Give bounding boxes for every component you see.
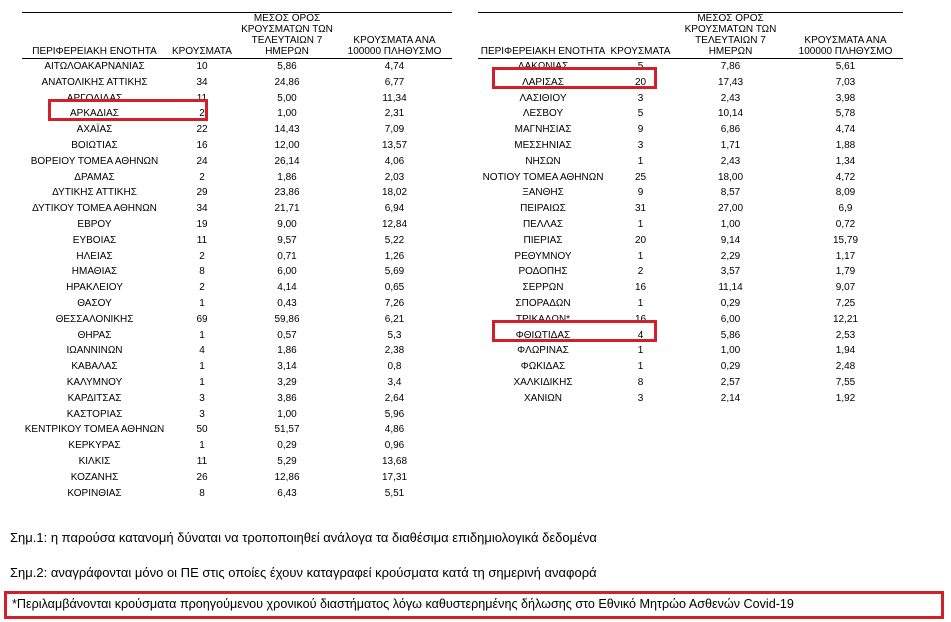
cell-cases: 1: [199, 297, 205, 309]
cell-region: ΑΧΑΪΑΣ: [76, 124, 113, 136]
cell-per-100k: 4,74: [835, 124, 856, 136]
cell-cases: 3: [637, 92, 644, 104]
cell-per-100k: 5,51: [384, 487, 405, 499]
cell-cases: 2: [199, 108, 205, 120]
cell-region: ΣΠΟΡΑΔΩΝ: [515, 297, 571, 309]
cell-cases: 1: [637, 297, 644, 309]
note-1: Σημ.1: η παρούσα κατανομή δύναται να τροποποιηθεί ανάλογα τα διαθέσιμα επιδημιολογικά δεδομένα: [10, 530, 597, 545]
cell-per-100k: 5,78: [835, 108, 856, 120]
cell-region: ΗΛΕΙΑΣ: [76, 250, 113, 262]
cell-region: ΤΡΙΚΑΛΩΝ*: [515, 313, 571, 325]
cell-7day-average: 6,00: [277, 266, 297, 278]
cell-7day-average: 12,00: [274, 139, 300, 151]
cell-region: ΠΙΕΡΙΑΣ: [523, 234, 563, 246]
cell-per-100k: 7,25: [835, 297, 856, 309]
cell-cases: 26: [196, 471, 208, 483]
cell-per-100k: 1,17: [835, 250, 856, 262]
cell-per-100k: 11,34: [382, 92, 407, 104]
cell-7day-average: 6,43: [277, 487, 297, 499]
cell-7day-average: 11,14: [718, 282, 743, 294]
cell-region: ΛΑΣΙΘΙΟΥ: [519, 92, 567, 104]
cell-region: ΕΥΒΟΙΑΣ: [72, 234, 117, 246]
cell-per-100k: 2,64: [384, 392, 405, 404]
cell-7day-average: 1,00: [277, 408, 297, 420]
cell-cases: 3: [637, 139, 644, 151]
cell-region: ΧΑΛΚΙΔΙΚΗΣ: [513, 376, 573, 388]
cell-7day-average: 1,86: [277, 345, 297, 357]
cell-7day-average: 7,86: [720, 61, 741, 72]
cell-region: ΠΕΙΡΑΙΩΣ: [520, 203, 566, 215]
cell-7day-average: 2,29: [720, 250, 741, 262]
cell-cases: 1: [637, 361, 644, 373]
table-row: [478, 249, 903, 265]
cell-7day-average: 1,00: [720, 345, 741, 357]
cell-region: ΚΑΛΥΜΝΟΥ: [66, 376, 123, 388]
cell-region: ΝΗΣΩΝ: [525, 155, 561, 167]
cell-cases: 3: [199, 392, 205, 404]
cell-per-100k: 1,34: [835, 155, 856, 167]
table-row: [22, 296, 452, 312]
cell-region: ΦΩΚΙΔΑΣ: [520, 361, 566, 373]
table-row: [22, 328, 452, 344]
cell-region: ΚΑΡΔΙΤΣΑΣ: [67, 392, 122, 404]
table-row: [478, 391, 903, 407]
cell-cases: 16: [634, 313, 647, 325]
table-row: [22, 75, 452, 91]
cell-7day-average: 12,86: [274, 471, 300, 483]
cell-per-100k: 5,69: [384, 266, 405, 278]
cell-7day-average: 3,57: [720, 266, 741, 278]
cell-region: ΔΥΤΙΚΟΥ ΤΟΜΕΑ ΑΘΗΝΩΝ: [32, 203, 157, 215]
cell-per-100k: 2,53: [835, 329, 856, 341]
table-row: [478, 106, 903, 122]
table-row: [478, 201, 903, 217]
cell-7day-average: 1,86: [277, 171, 297, 183]
table-row: [22, 312, 452, 328]
cell-7day-average: 24,86: [274, 76, 300, 88]
cell-per-100k: 7,09: [384, 124, 405, 136]
cell-7day-average: 5,29: [277, 455, 297, 467]
cell-cases: 20: [634, 76, 647, 88]
cell-7day-average: 18,00: [717, 171, 744, 183]
cell-per-100k: 2,03: [384, 171, 405, 183]
table-row: [478, 138, 903, 154]
cell-cases: 4: [637, 329, 644, 341]
cell-per-100k: 1,92: [835, 392, 856, 404]
cell-per-100k: 2,38: [384, 345, 405, 357]
cell-cases: 8: [637, 376, 644, 388]
cell-7day-average: 5,86: [720, 329, 741, 341]
cell-7day-average: 17,43: [717, 76, 744, 88]
highlight-box-trikalon: [492, 320, 657, 342]
footnote-late-reporting: *Περιλαμβάνονται κρούσματα προηγούμενου χρονικού διαστήματος λόγω καθυστερημένης δήλωσης στο Εθνικό Μητρώο Ασθενών Covid-19: [12, 597, 794, 611]
header-per-100k: ΚΡΟΥΣΜΑΤΑ ΑΝΑ 100000 ΠΛΗΘΥΣΜΟ: [337, 13, 452, 59]
table-row: [22, 154, 452, 170]
cell-per-100k: 1,26: [384, 250, 405, 262]
cell-cases: 11: [196, 455, 208, 467]
table-row: [478, 280, 903, 296]
cell-cases: 24: [196, 155, 208, 167]
table-row: [22, 217, 452, 233]
table-row: [478, 170, 903, 186]
cell-region: ΔΡΑΜΑΣ: [74, 171, 115, 183]
cell-7day-average: 1,00: [277, 108, 297, 120]
cell-region: ΜΕΣΣΗΝΙΑΣ: [514, 139, 572, 151]
cell-cases: 3: [637, 392, 644, 404]
header-7day-average: ΜΕΣΟΣ ΟΡΟΣ ΚΡΟΥΣΜΑΤΩΝ ΤΩΝ ΤΕΛΕΥΤΑΙΩΝ 7 ΗΜΕΡΩΝ: [673, 13, 788, 59]
cell-cases: 1: [637, 250, 644, 262]
table-row: [22, 185, 452, 201]
table-row: [478, 185, 903, 201]
cell-per-100k: 1,94: [835, 345, 856, 357]
table-row: [22, 249, 452, 265]
cell-cases: 19: [196, 218, 208, 230]
cell-region: ΧΑΝΙΩΝ: [523, 392, 563, 404]
header-7day-average: ΜΕΣΟΣ ΟΡΟΣ ΚΡΟΥΣΜΑΤΩΝ ΤΩΝ ΤΕΛΕΥΤΑΙΩΝ 7 ΗΜΕΡΩΝ: [237, 13, 337, 59]
cell-per-100k: 0,65: [384, 282, 405, 294]
table-row: [22, 438, 452, 454]
header-per-100k: ΚΡΟΥΣΜΑΤΑ ΑΝΑ 100000 ΠΛΗΘΥΣΜΟ: [788, 13, 903, 59]
header-cases: ΚΡΟΥΣΜΑΤΑ: [167, 13, 237, 59]
cell-per-100k: 15,79: [832, 234, 859, 246]
cell-region: ΚΙΛΚΙΣ: [78, 455, 111, 467]
cell-cases: 9: [637, 124, 644, 136]
table-row: [22, 470, 452, 486]
cell-7day-average: 4,14: [277, 282, 297, 294]
table-row: [22, 343, 452, 359]
cell-7day-average: 9,00: [277, 218, 297, 230]
table-row: [22, 122, 452, 138]
table-row: [478, 375, 903, 391]
cell-region: ΚΑΣΤΟΡΙΑΣ: [66, 408, 123, 420]
cell-7day-average: 5,86: [277, 61, 297, 72]
cell-region: ΞΑΝΘΗΣ: [522, 187, 564, 199]
header-region: ΠΕΡΙΦΕΡΕΙΑΚΗ ΕΝΟΤΗΤΑ: [22, 13, 167, 59]
cell-region: ΡΕΘΥΜΝΟΥ: [514, 250, 572, 262]
cell-per-100k: 0,96: [384, 440, 405, 452]
cell-region: ΘΗΡΑΣ: [77, 329, 112, 341]
cell-7day-average: 0,43: [277, 297, 297, 309]
cell-cases: 29: [196, 187, 208, 199]
cell-cases: 1: [637, 155, 644, 167]
cell-cases: 5: [637, 61, 644, 72]
cell-per-100k: 1,79: [835, 266, 856, 278]
cell-7day-average: 8,57: [720, 187, 741, 199]
table-row: [478, 359, 903, 375]
cell-region: ΛΑΡΙΣΑΣ: [522, 76, 564, 88]
cell-cases: 34: [196, 203, 208, 215]
cell-per-100k: 7,03: [835, 76, 856, 88]
cell-per-100k: 12,84: [381, 218, 408, 230]
cell-per-100k: 6,21: [384, 313, 405, 325]
table-row: [22, 407, 452, 423]
table-row: [22, 391, 452, 407]
cell-7day-average: 6,00: [720, 313, 741, 325]
cell-cases: 8: [199, 266, 205, 278]
cell-region: ΘΕΣΣΑΛΟΝΙΚΗΣ: [55, 313, 134, 325]
table-row: [478, 91, 903, 107]
cell-7day-average: 14,43: [274, 124, 300, 136]
cell-7day-average: 2,57: [720, 376, 741, 388]
cell-7day-average: 0,71: [277, 250, 297, 262]
table-row: [478, 233, 903, 249]
cell-7day-average: 23,86: [274, 187, 300, 199]
cell-7day-average: 27,00: [717, 203, 744, 215]
cell-per-100k: 9,07: [835, 282, 856, 294]
cell-cases: 16: [634, 282, 647, 294]
cell-per-100k: 7,26: [384, 297, 405, 309]
cell-region: ΗΜΑΘΙΑΣ: [71, 266, 118, 278]
highlight-box-argolidas: [48, 99, 208, 121]
cell-cases: 9: [637, 187, 644, 199]
cell-7day-average: 3,14: [277, 361, 297, 373]
cell-cases: 1: [199, 376, 205, 388]
cell-7day-average: 59,86: [274, 313, 300, 325]
cell-region: ΑΙΤΩΛΟΑΚΑΡΝΑΝΙΑΣ: [44, 61, 145, 72]
cell-per-100k: 12,21: [832, 313, 859, 325]
table-row: [22, 375, 452, 391]
table-header-row: [478, 13, 903, 59]
cell-7day-average: 0,29: [277, 440, 297, 452]
table-row: [478, 343, 903, 359]
cell-7day-average: 2,14: [720, 392, 741, 404]
cell-per-100k: 2,31: [384, 108, 405, 120]
table-row: [22, 138, 452, 154]
cell-per-100k: 7,55: [835, 376, 856, 388]
cell-region: ΑΡΚΑΔΙΑΣ: [70, 108, 119, 120]
cell-cases: 10: [196, 61, 208, 72]
cell-per-100k: 13,57: [381, 139, 408, 151]
cell-7day-average: 9,14: [720, 234, 741, 246]
cell-per-100k: 5,96: [384, 408, 405, 420]
highlight-box-lakonias: [492, 67, 657, 89]
cell-cases: 1: [637, 218, 644, 230]
table-row: [478, 122, 903, 138]
cell-cases: 25: [634, 171, 647, 183]
cell-7day-average: 9,57: [277, 234, 297, 246]
cell-region: ΠΕΛΛΑΣ: [522, 218, 564, 230]
cell-per-100k: 3,4: [387, 376, 402, 388]
cell-per-100k: 3,98: [835, 92, 856, 104]
cell-7day-average: 1,71: [720, 139, 741, 151]
cell-cases: 2: [637, 266, 644, 278]
cell-cases: 1: [199, 361, 205, 373]
cell-per-100k: 17,31: [381, 471, 408, 483]
table-row: [22, 170, 452, 186]
cell-region: ΦΛΩΡΙΝΑΣ: [517, 345, 569, 357]
cell-region: ΙΩΑΝΝΙΝΩΝ: [66, 345, 123, 357]
cell-cases: 16: [196, 139, 208, 151]
table-row: [478, 296, 903, 312]
cell-region: ΔΥΤΙΚΗΣ ΑΤΤΙΚΗΣ: [52, 187, 137, 199]
cell-per-100k: 1,88: [835, 139, 856, 151]
cell-region: ΚΟΖΑΝΗΣ: [70, 471, 119, 483]
cell-region: ΡΟΔΟΠΗΣ: [518, 266, 568, 278]
cell-cases: 4: [199, 345, 205, 357]
cell-cases: 2: [199, 282, 205, 294]
cell-cases: 11: [196, 234, 208, 246]
cell-7day-average: 6,86: [720, 124, 741, 136]
cell-region: ΦΘΙΩΤΙΔΑΣ: [515, 329, 571, 341]
table-row: [22, 233, 452, 249]
table-row: [478, 217, 903, 233]
cell-7day-average: 0,57: [277, 329, 297, 341]
cell-per-100k: 8,09: [835, 187, 856, 199]
cell-per-100k: 0,72: [835, 218, 856, 230]
table-row: [22, 201, 452, 217]
cell-region: ΘΑΣΟΥ: [77, 297, 112, 309]
cell-7day-average: 0,29: [720, 297, 741, 309]
cell-7day-average: 21,71: [274, 203, 300, 215]
cell-cases: 1: [199, 329, 205, 341]
cell-7day-average: 10,14: [717, 108, 744, 120]
table-row: [22, 359, 452, 375]
cell-cases: 2: [199, 171, 205, 183]
cell-region: ΚΑΒΑΛΑΣ: [71, 361, 118, 373]
table-row: [22, 454, 452, 470]
table-row: [478, 154, 903, 170]
cell-cases: 1: [199, 440, 205, 452]
cell-7day-average: 2,43: [720, 155, 741, 167]
cell-cases: 1: [637, 345, 644, 357]
table-header-row: [22, 13, 452, 59]
cell-7day-average: 0,29: [720, 361, 741, 373]
cell-region: ΑΡΓΟΛΙΔΑΣ: [66, 92, 123, 104]
cell-7day-average: 51,57: [274, 424, 300, 436]
cell-cases: 34: [196, 76, 208, 88]
table-row: [478, 264, 903, 280]
cell-7day-average: 26,14: [274, 155, 300, 167]
cell-region: ΗΡΑΚΛΕΙΟΥ: [66, 282, 123, 294]
header-region: ΠΕΡΙΦΕΡΕΙΑΚΗ ΕΝΟΤΗΤΑ: [478, 13, 608, 59]
cell-region: ΛΑΚΩΝΙΑΣ: [517, 61, 569, 72]
cell-cases: 31: [634, 203, 647, 215]
cell-7day-average: 2,43: [720, 92, 741, 104]
cell-cases: 69: [196, 313, 208, 325]
cell-7day-average: 3,86: [277, 392, 297, 404]
cell-7day-average: 3,29: [277, 376, 297, 388]
cell-per-100k: 0,8: [387, 361, 402, 373]
cell-7day-average: 5,00: [277, 92, 297, 104]
cell-cases: 8: [199, 487, 205, 499]
cell-cases: 20: [634, 234, 647, 246]
cell-per-100k: 4,74: [384, 61, 405, 72]
cell-cases: 11: [196, 92, 208, 104]
cell-region: ΣΕΡΡΩΝ: [522, 282, 564, 294]
cell-cases: 22: [196, 124, 208, 136]
cell-region: ΒΟΡΕΙΟΥ ΤΟΜΕΑ ΑΘΗΝΩΝ: [30, 155, 159, 167]
cell-per-100k: 6,77: [384, 76, 405, 88]
cell-cases: 5: [637, 108, 644, 120]
cell-region: ΚΕΝΤΡΙΚΟΥ ΤΟΜΕΑ ΑΘΗΝΩΝ: [24, 424, 165, 436]
cell-region: ΑΝΑΤΟΛΙΚΗΣ ΑΤΤΙΚΗΣ: [41, 76, 148, 88]
cell-region: ΚΕΡΚΥΡΑΣ: [68, 440, 121, 452]
cell-region: ΒΟΙΩΤΙΑΣ: [71, 139, 118, 151]
cell-per-100k: 5,3: [387, 329, 402, 341]
cell-per-100k: 13,68: [381, 455, 408, 467]
cell-per-100k: 5,22: [384, 234, 405, 246]
cell-cases: 2: [199, 250, 205, 262]
cell-per-100k: 2,48: [835, 361, 856, 373]
cell-7day-average: 1,00: [720, 218, 741, 230]
note-2: Σημ.2: αναγράφονται μόνο οι ΠΕ στις οποίες έχουν καταγραφεί κρούσματα κατά τη σημερινή αναφορά: [10, 565, 597, 580]
cell-per-100k: 6,94: [384, 203, 405, 215]
left-cases-table: [22, 12, 452, 501]
cell-per-100k: 6,9: [838, 203, 853, 215]
right-table-body: [478, 59, 903, 407]
cell-per-100k: 18,02: [381, 187, 408, 199]
cell-region: ΜΑΓΝΗΣΙΑΣ: [514, 124, 572, 136]
table-row: [22, 422, 452, 438]
cell-cases: 3: [199, 408, 205, 420]
table-row: [22, 280, 452, 296]
cell-per-100k: 5,61: [835, 61, 856, 72]
table-row: [22, 59, 452, 75]
cell-cases: 50: [196, 424, 208, 436]
cell-per-100k: 4,06: [384, 155, 405, 167]
cell-region: ΛΕΣΒΟΥ: [522, 108, 564, 120]
cell-per-100k: 4,86: [384, 424, 405, 436]
cell-per-100k: 4,72: [835, 171, 856, 183]
header-cases: ΚΡΟΥΣΜΑΤΑ: [608, 13, 673, 59]
left-table-body: [22, 59, 452, 502]
table-row: [22, 264, 452, 280]
cell-region: ΝΟΤΙΟΥ ΤΟΜΕΑ ΑΘΗΝΩΝ: [482, 171, 604, 183]
cell-region: ΚΟΡΙΝΘΙΑΣ: [67, 487, 122, 499]
cell-region: ΕΒΡΟΥ: [77, 218, 112, 230]
table-row: [22, 486, 452, 502]
